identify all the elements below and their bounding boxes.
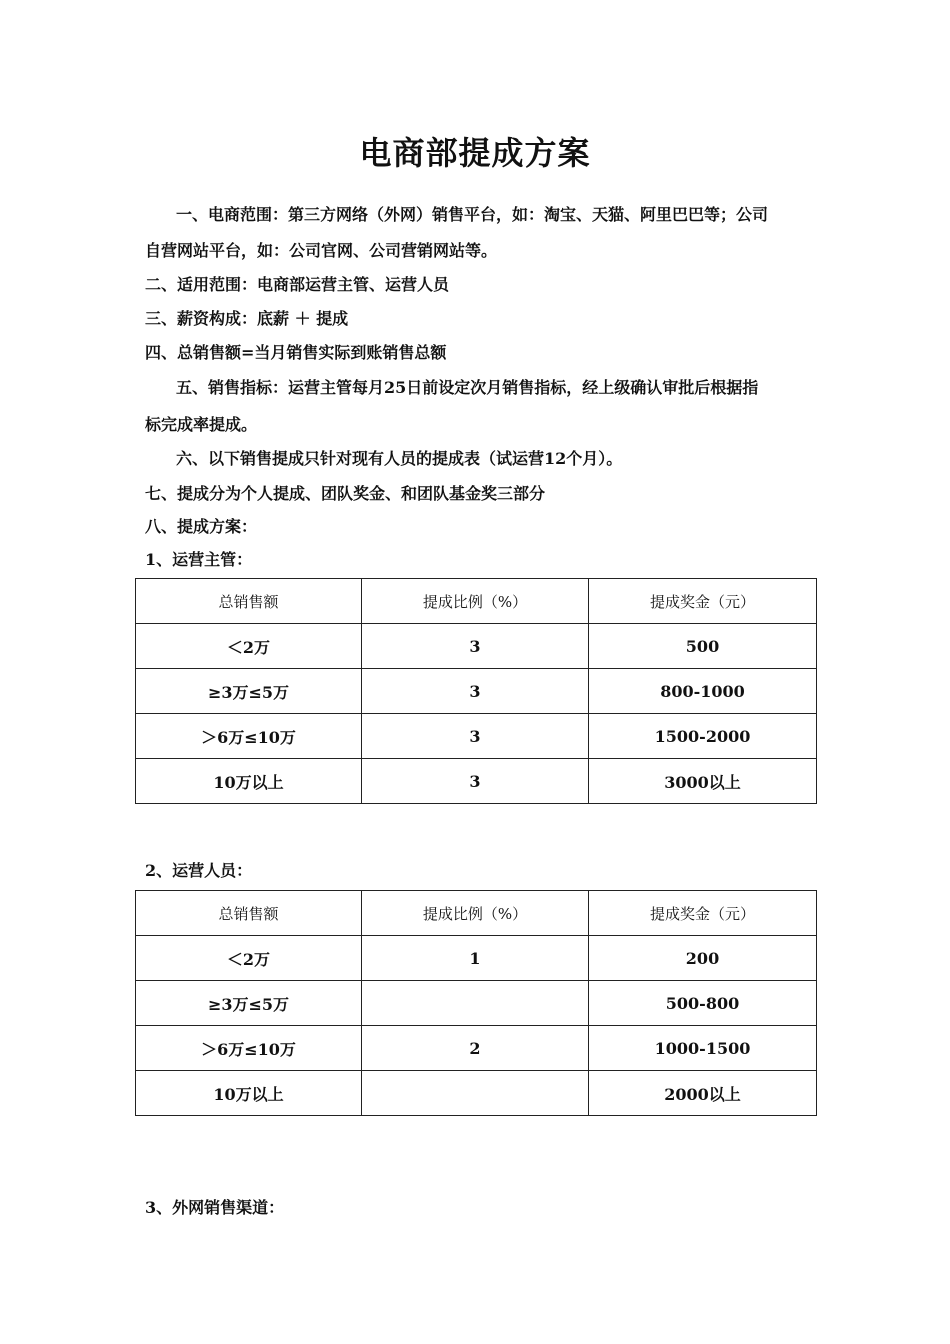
section-supervisor: 1、运营主管： [145, 550, 253, 569]
table-row [136, 1071, 817, 1116]
table-row [136, 669, 817, 714]
page-title: 电商部提成方案 [359, 134, 591, 172]
paragraph-salary: 三、薪资构成：底薪 ＋ 提成 [145, 309, 349, 328]
cell-bonus: 200 [589, 936, 817, 981]
paragraph-scope-line1: 一、电商范围：第三方网络（外网）销售平台，如：淘宝、天猫、阿里巴巴等；公司 [176, 205, 769, 224]
cell-bonus: 1000-1500 [589, 1026, 817, 1071]
table-row [136, 981, 817, 1026]
cell-bonus: 2000以上 [589, 1071, 817, 1116]
paragraph-target-line1: 五、销售指标：运营主管每月25日前设定次月销售指标，经上级确认审批后根据指 [176, 378, 759, 397]
cell-sales: ＜2万 [136, 936, 362, 981]
cell-ratio: 3 [362, 714, 589, 759]
cell-sales: ≥3万≤5万 [136, 981, 362, 1026]
cell-ratio [362, 981, 589, 1026]
cell-bonus: 500-800 [589, 981, 817, 1026]
header-bonus: 提成奖金（元） [589, 579, 817, 624]
cell-ratio: 3 [362, 669, 589, 714]
paragraph-target-line2: 标完成率提成。 [145, 415, 258, 434]
operator-table [135, 890, 817, 1116]
header-bonus: 提成奖金（元） [589, 891, 817, 936]
header-total-sales: 总销售额 [136, 891, 362, 936]
paragraph-commission-parts: 七、提成分为个人提成、团队奖金、和团队基金奖三部分 [145, 484, 546, 503]
cell-ratio: 2 [362, 1026, 589, 1071]
header-total-sales: 总销售额 [136, 579, 362, 624]
cell-ratio: 3 [362, 624, 589, 669]
table-header-row [136, 891, 817, 936]
cell-ratio: 3 [362, 759, 589, 804]
header-ratio: 提成比例（%） [362, 891, 589, 936]
paragraph-applicability: 二、适用范围：电商部运营主管、运营人员 [145, 275, 450, 294]
table-header-row [136, 579, 817, 624]
cell-sales: ＜2万 [136, 624, 362, 669]
cell-ratio: 1 [362, 936, 589, 981]
paragraph-total-sales: 四、总销售额=当月销售实际到账销售总额 [145, 343, 447, 362]
cell-ratio [362, 1071, 589, 1116]
table-row [136, 936, 817, 981]
cell-sales: 10万以上 [136, 759, 362, 804]
cell-sales: ＞6万≤10万 [136, 714, 362, 759]
table-row [136, 714, 817, 759]
table-row [136, 624, 817, 669]
cell-sales: ＞6万≤10万 [136, 1026, 362, 1071]
cell-bonus: 1500-2000 [589, 714, 817, 759]
cell-bonus: 800-1000 [589, 669, 817, 714]
table-row [136, 1026, 817, 1071]
cell-sales: ≥3万≤5万 [136, 669, 362, 714]
cell-bonus: 500 [589, 624, 817, 669]
paragraph-commission-note: 六、以下销售提成只针对现有人员的提成表（试运营12个月）。 [176, 449, 623, 468]
cell-sales: 10万以上 [136, 1071, 362, 1116]
paragraph-scope-line2: 自营网站平台，如：公司官网、公司营销网站等。 [145, 241, 498, 260]
cell-bonus: 3000以上 [589, 759, 817, 804]
section-operator: 2、运营人员： [145, 861, 253, 880]
paragraph-plan: 八、提成方案： [145, 517, 258, 536]
table-row [136, 759, 817, 804]
header-ratio: 提成比例（%） [362, 579, 589, 624]
section-external-channels: 3、外网销售渠道： [145, 1198, 285, 1217]
supervisor-table [135, 578, 817, 804]
